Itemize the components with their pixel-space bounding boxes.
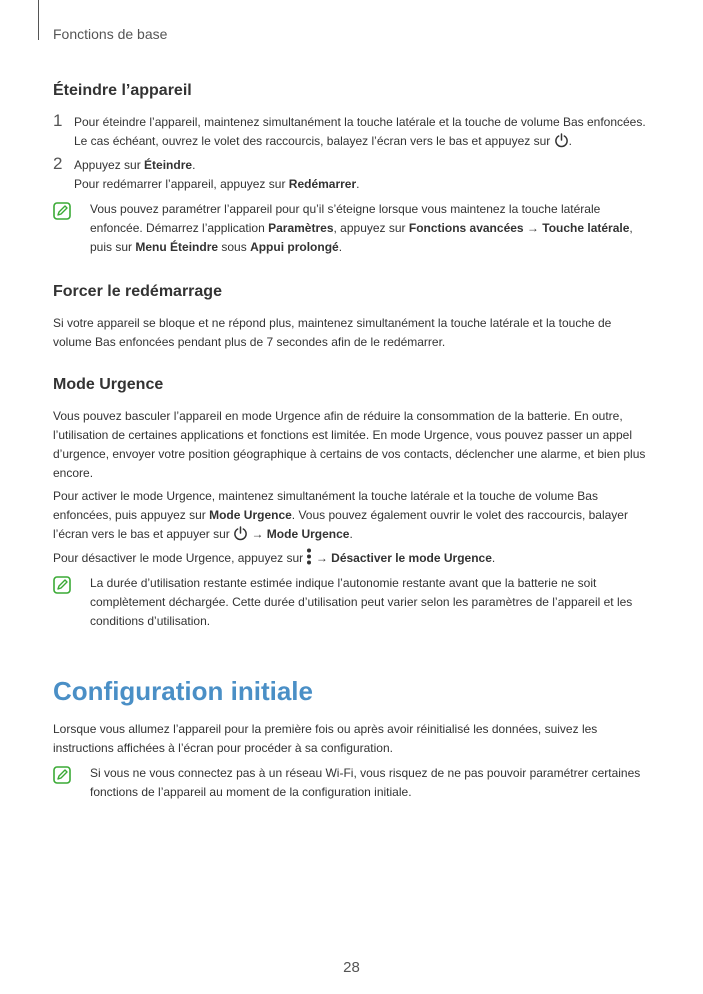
power-icon [233,526,248,541]
section-title-urgence: Mode Urgence [53,376,164,393]
note-icon [53,202,71,220]
paragraph-text: . Vous pouvez également ouvrir le volet des raccourcis, balayer l’écran vers le bas et appuyer sur [53,508,628,541]
note-text: Vous pouvez paramétrer l’appareil pour qu’il s’éteigne lorsque vous maintenez la touche latérale enfoncée. Démarrez l’application [90,202,601,235]
note-block [53,764,653,802]
note-text: , puis sur [90,221,633,254]
power-icon [554,133,569,148]
step-text: . [356,177,360,191]
paragraph-bold: Mode Urgence [266,527,350,541]
note-bold: Touche latérale [542,221,630,235]
paragraph [53,548,653,568]
note-text: Si vous ne vous connectez pas à un réseau Wi-Fi, vous risquez de ne pas pouvoir paramétrer certaines fonctions de l’appareil au moment de la configuration initiale. [90,766,641,799]
note-arrow: → [523,221,543,235]
paragraph: Lorsque vous allumez l’appareil pour la première fois ou après avoir réinitialisé les données, suivez les instructions affichées à l’écran pour procéder à sa configuration. [53,722,598,755]
page-content [53,80,653,806]
note-icon [53,766,71,784]
step-number: 1 [53,111,63,130]
paragraph-text: . [491,551,496,565]
paragraph-arrow: → [312,551,332,565]
note-block [53,574,653,631]
paragraph-text: Pour désactiver le mode Urgence, appuyez sur [53,551,304,565]
note-icon [53,576,71,594]
step-bold: Éteindre [144,158,193,172]
step-text: Pour éteindre l’appareil, maintenez simultanément la touche latérale et la touche de volume Bas enfoncées. Le cas échéant, ouvrez le volet des raccourcis, balayez l’écran vers le bas et appuyez sur [74,115,646,148]
note-bold: Appui prolongé [250,240,339,254]
paragraph-text: Pour activer le mode Urgence, maintenez simultanément la touche latérale et la touche de volume Bas enfoncées, puis appuyez sur [53,489,598,522]
note-text: , appuyez sur [333,221,409,235]
step-1 [53,113,653,151]
paragraph: Si votre appareil se bloque et ne répond plus, maintenez simultanément la touche latérale et la touche de volume Bas enfoncées pendant plus de 7 secondes afin de le redémarrer. [53,316,612,349]
note-text: sous [218,240,251,254]
note-bold: Paramètres [268,221,334,235]
step-2 [53,156,653,194]
note-text: La durée d’utilisation restante estimée indique l’autonomie restante avant que la batterie ne soit complètement déchargée. Cette durée d’utilisation peut varier selon les paramètres de l’appareil et les conditions d’utilisation. [90,576,633,628]
step-bold: Redémarrer [288,177,357,191]
step-text-end: . [568,134,572,148]
step-text: . [192,158,196,172]
section-header: Fonctions de base [53,26,168,42]
paragraph-text: . [349,527,353,541]
chapter-title: Configuration initiale [53,676,313,706]
step-text: Pour redémarrer l’appareil, appuyez sur [74,177,289,191]
header-rule [38,0,39,40]
step-number: 2 [53,154,63,173]
note-block [53,200,653,257]
paragraph-bold: Mode Urgence [209,508,292,522]
paragraph-bold: Désactiver le mode Urgence [331,551,492,565]
note-bold: Fonctions avancées [408,221,524,235]
paragraph [53,487,653,544]
paragraph: Vous pouvez basculer l’appareil en mode Urgence afin de réduire la consommation de la batterie. En outre, l’utilisation de certaines applications et fonctions est limitée. En mode Urgence, vous pouvez passer un appel d’urgence, envoyer votre position géographique à certains de vos contacts, déclencher une alarme, et bien plus encore. [53,409,646,480]
section-title-eteindre: Éteindre l’appareil [53,82,192,99]
section-title-forcer: Forcer le redémarrage [53,283,222,300]
note-bold: Menu Éteindre [135,240,219,254]
note-text: . [338,240,343,254]
page-number: 28 [343,959,360,976]
paragraph-arrow: → [248,527,267,541]
step-text: Appuyez sur [74,158,145,172]
